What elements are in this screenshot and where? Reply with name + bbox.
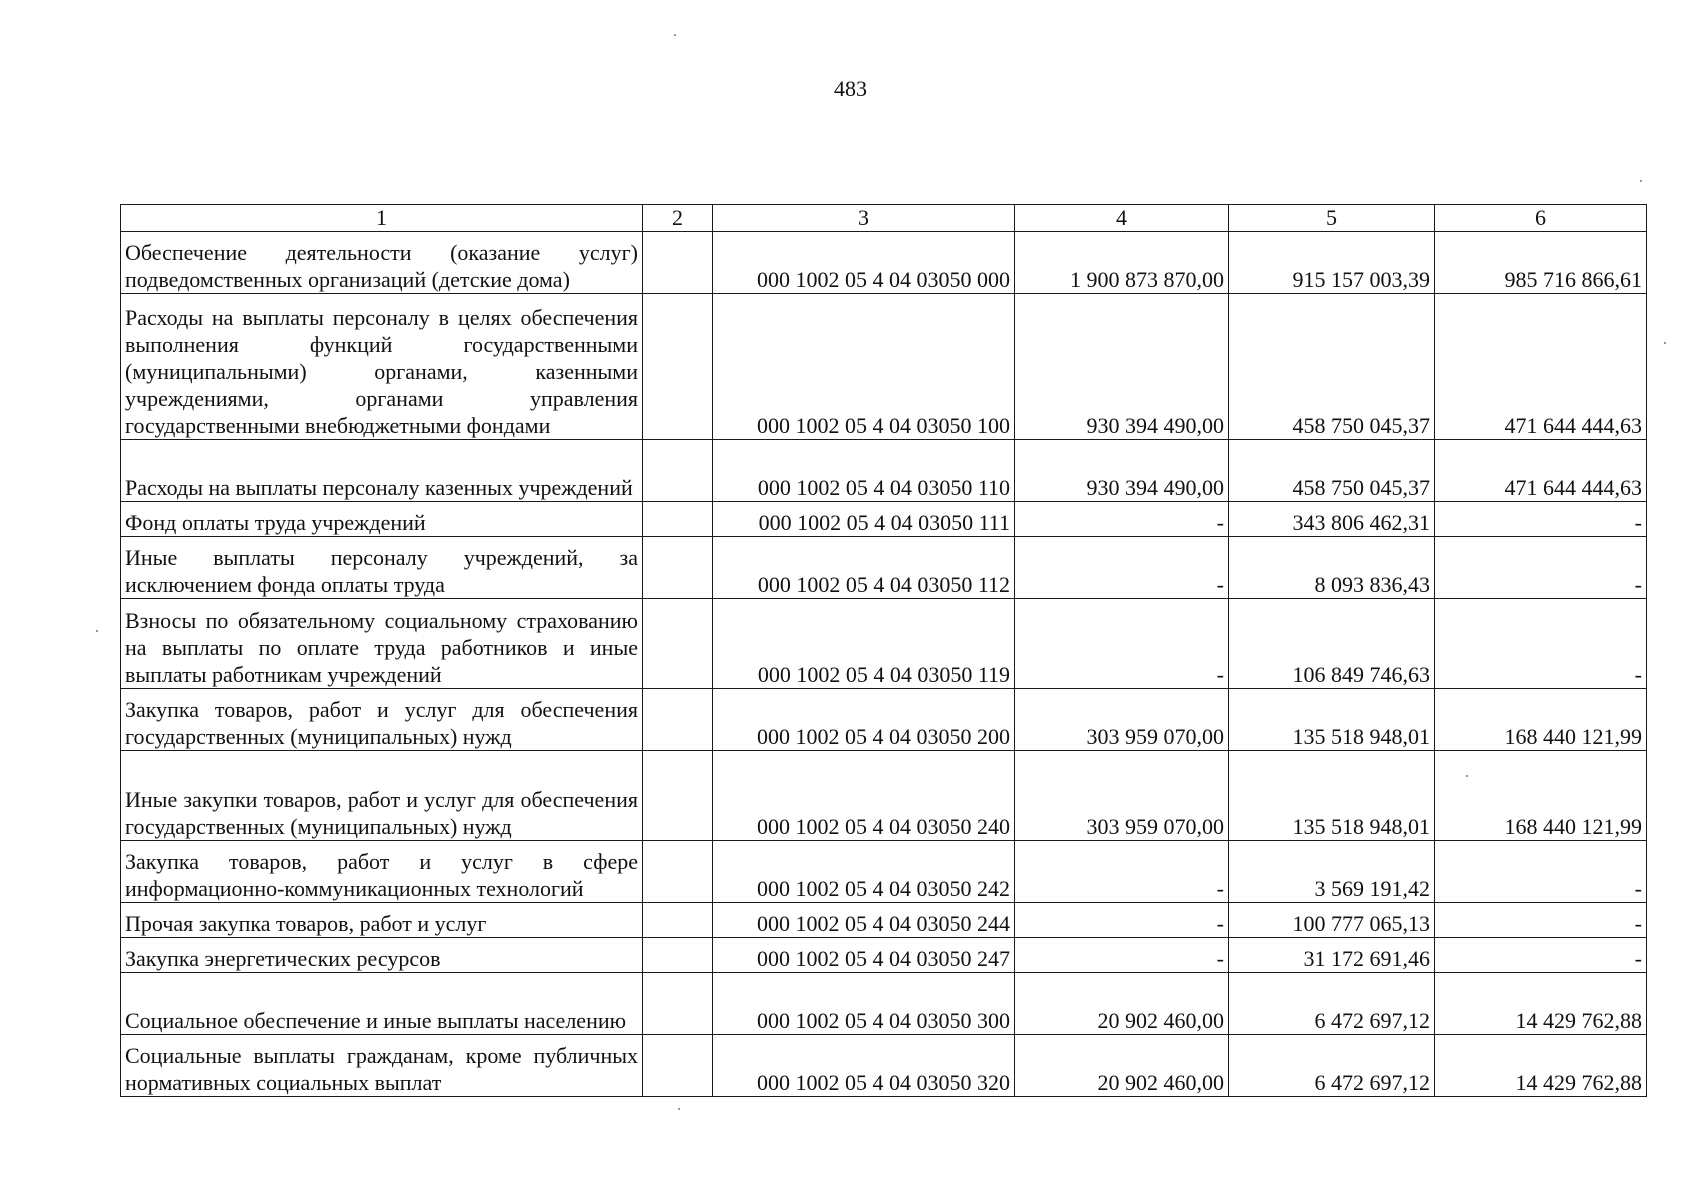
row-description: Иные закупки товаров, работ и услуг для обеспечения государственных (муниципальных) нужд: [121, 751, 643, 841]
row-code: 000 1002 05 4 04 03050 242: [713, 841, 1015, 903]
row-col2: [643, 973, 713, 1035]
column-header-3: 3: [713, 205, 1015, 232]
row-col6: 168 440 121,99: [1435, 751, 1647, 841]
row-col5: 100 777 065,13: [1229, 903, 1435, 938]
row-description: Прочая закупка товаров, работ и услуг: [121, 903, 643, 938]
table-row: [121, 841, 1647, 903]
row-description: Фонд оплаты труда учреждений: [121, 502, 643, 537]
row-col5: 31 172 691,46: [1229, 938, 1435, 973]
row-col4: 20 902 460,00: [1015, 1035, 1229, 1097]
scan-speck: [96, 630, 98, 632]
row-col5: 915 157 003,39: [1229, 232, 1435, 294]
row-col5: 6 472 697,12: [1229, 1035, 1435, 1097]
table-row: [121, 232, 1647, 294]
scan-speck: [1640, 180, 1642, 182]
row-description: Иные выплаты персоналу учреждений, за исключением фонда оплаты труда: [121, 537, 643, 599]
row-description: Взносы по обязательному социальному страхованию на выплаты по оплате труда работников и иные выплаты работникам учреждений: [121, 599, 643, 689]
scan-speck: [1466, 775, 1468, 777]
row-col2: [643, 1035, 713, 1097]
row-col6: -: [1435, 938, 1647, 973]
scan-speck: [674, 34, 676, 36]
row-col6: -: [1435, 841, 1647, 903]
column-header-6: 6: [1435, 205, 1647, 232]
row-col6: 471 644 444,63: [1435, 440, 1647, 502]
row-col4: 930 394 490,00: [1015, 440, 1229, 502]
row-col5: 458 750 045,37: [1229, 294, 1435, 440]
row-col4: -: [1015, 841, 1229, 903]
row-col2: [643, 232, 713, 294]
column-header-5: 5: [1229, 205, 1435, 232]
row-col6: 985 716 866,61: [1435, 232, 1647, 294]
row-description: Расходы на выплаты персоналу казенных учреждений: [121, 440, 643, 502]
row-col2: [643, 440, 713, 502]
row-col5: 106 849 746,63: [1229, 599, 1435, 689]
row-col2: [643, 689, 713, 751]
table-row: [121, 938, 1647, 973]
row-col2: [643, 751, 713, 841]
column-header-4: 4: [1015, 205, 1229, 232]
row-col4: -: [1015, 938, 1229, 973]
table-row: [121, 440, 1647, 502]
table-row: [121, 1035, 1647, 1097]
table-row: [121, 537, 1647, 599]
scan-speck: [678, 1108, 680, 1110]
row-col5: 343 806 462,31: [1229, 502, 1435, 537]
row-col4: 20 902 460,00: [1015, 973, 1229, 1035]
row-col6: 14 429 762,88: [1435, 1035, 1647, 1097]
row-col6: -: [1435, 599, 1647, 689]
row-description: Обеспечение деятельности (оказание услуг) подведомственных организаций (детские дома): [121, 232, 643, 294]
row-description: Закупка энергетических ресурсов: [121, 938, 643, 973]
row-col4: 930 394 490,00: [1015, 294, 1229, 440]
row-description: Расходы на выплаты персоналу в целях обеспечения выполнения функций государственными (муниципальными) органами, казенными учреждениями, органами управления государственными внебюджетными фондами: [121, 294, 643, 440]
table-row: [121, 751, 1647, 841]
row-col4: -: [1015, 903, 1229, 938]
row-col6: -: [1435, 502, 1647, 537]
row-col2: [643, 537, 713, 599]
table-row: [121, 903, 1647, 938]
row-code: 000 1002 05 4 04 03050 000: [713, 232, 1015, 294]
row-col4: 1 900 873 870,00: [1015, 232, 1229, 294]
row-code: 000 1002 05 4 04 03050 300: [713, 973, 1015, 1035]
row-col5: 135 518 948,01: [1229, 689, 1435, 751]
row-col6: 168 440 121,99: [1435, 689, 1647, 751]
row-col4: 303 959 070,00: [1015, 689, 1229, 751]
row-code: 000 1002 05 4 04 03050 100: [713, 294, 1015, 440]
row-code: 000 1002 05 4 04 03050 110: [713, 440, 1015, 502]
row-description: Социальные выплаты гражданам, кроме публичных нормативных социальных выплат: [121, 1035, 643, 1097]
table-row: [121, 502, 1647, 537]
row-code: 000 1002 05 4 04 03050 244: [713, 903, 1015, 938]
row-code: 000 1002 05 4 04 03050 200: [713, 689, 1015, 751]
row-col5: 6 472 697,12: [1229, 973, 1435, 1035]
row-description: Закупка товаров, работ и услуг в сфере информационно-коммуникационных технологий: [121, 841, 643, 903]
row-col5: 8 093 836,43: [1229, 537, 1435, 599]
scan-speck: [1664, 342, 1666, 344]
row-col2: [643, 294, 713, 440]
row-col5: 458 750 045,37: [1229, 440, 1435, 502]
header-row: [121, 205, 1647, 232]
row-col2: [643, 841, 713, 903]
row-code: 000 1002 05 4 04 03050 111: [713, 502, 1015, 537]
table-row: [121, 599, 1647, 689]
row-col4: -: [1015, 537, 1229, 599]
row-code: 000 1002 05 4 04 03050 119: [713, 599, 1015, 689]
row-col4: 303 959 070,00: [1015, 751, 1229, 841]
row-col5: 3 569 191,42: [1229, 841, 1435, 903]
table-row: [121, 689, 1647, 751]
page-number: 483: [834, 76, 867, 101]
row-col6: -: [1435, 903, 1647, 938]
row-code: 000 1002 05 4 04 03050 247: [713, 938, 1015, 973]
row-col6: -: [1435, 537, 1647, 599]
row-col4: -: [1015, 599, 1229, 689]
row-code: 000 1002 05 4 04 03050 240: [713, 751, 1015, 841]
table-row: [121, 294, 1647, 440]
column-header-2: 2: [643, 205, 713, 232]
row-description: Закупка товаров, работ и услуг для обеспечения государственных (муниципальных) нужд: [121, 689, 643, 751]
row-col6: 471 644 444,63: [1435, 294, 1647, 440]
row-col4: -: [1015, 502, 1229, 537]
table-row: [121, 973, 1647, 1035]
row-code: 000 1002 05 4 04 03050 320: [713, 1035, 1015, 1097]
row-col2: [643, 938, 713, 973]
row-code: 000 1002 05 4 04 03050 112: [713, 537, 1015, 599]
row-col2: [643, 599, 713, 689]
row-col5: 135 518 948,01: [1229, 751, 1435, 841]
row-col2: [643, 903, 713, 938]
row-description: Социальное обеспечение и иные выплаты населению: [121, 973, 643, 1035]
column-header-1: 1: [121, 205, 643, 232]
row-col2: [643, 502, 713, 537]
budget-table: [120, 204, 1647, 1097]
row-col6: 14 429 762,88: [1435, 973, 1647, 1035]
